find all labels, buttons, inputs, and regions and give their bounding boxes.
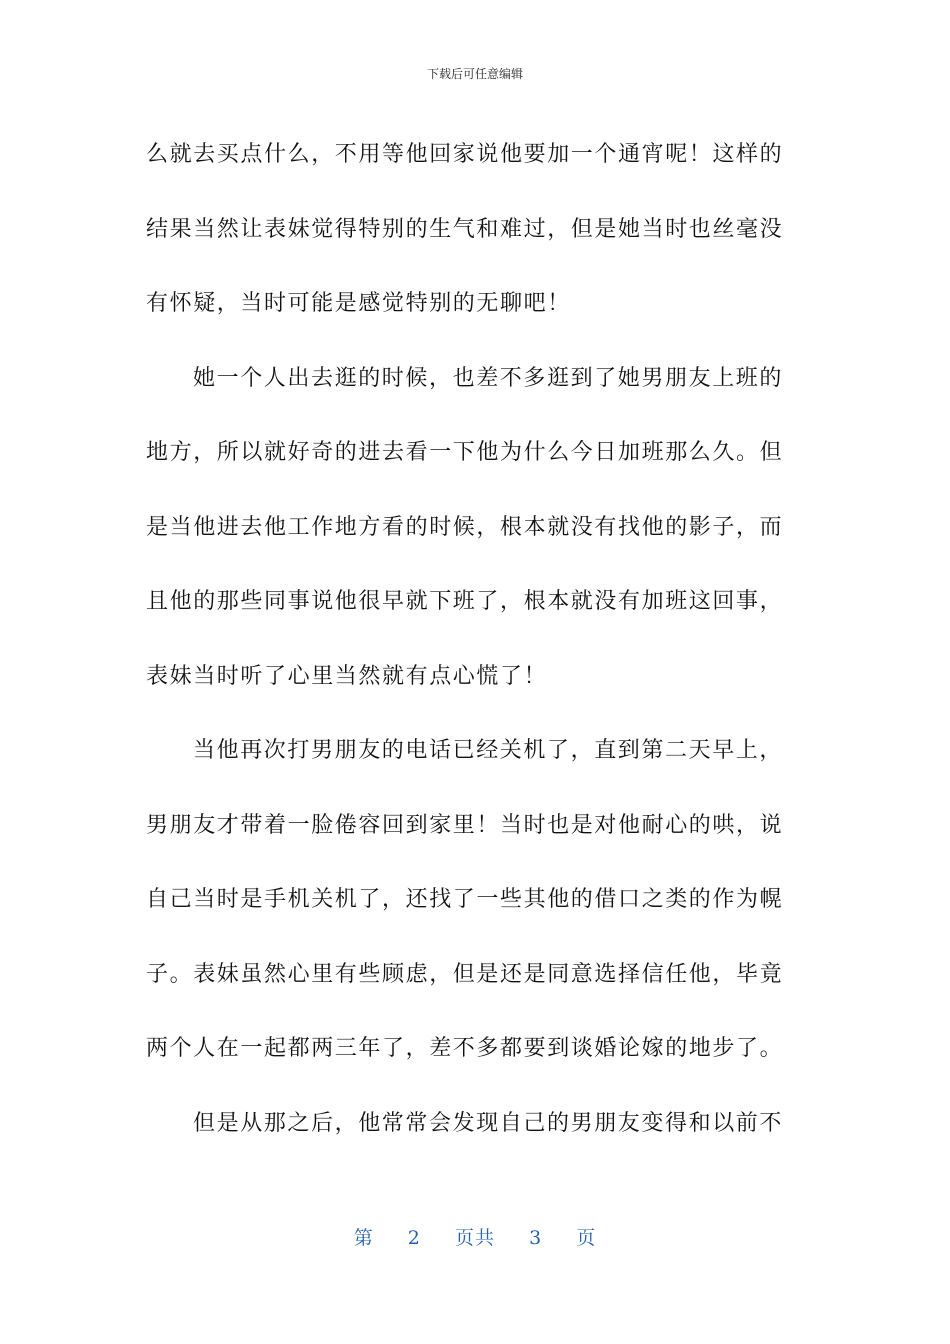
paragraph [146,714,792,1087]
text-line: 当他再次打男朋友的电话已经关机了，直到第二天早上， [193,738,784,763]
paragraph [146,118,792,342]
current-page-number: 2 [407,1227,421,1249]
paragraph [146,1087,792,1162]
end-label: 页 [576,1227,597,1249]
text-line: 且他的那些同事说他很早就下班了，根本就没有加班这回事， [146,589,784,614]
header-text: 下载后可任意编辑 [426,67,523,81]
text-line: 地方，所以就好奇的进去看一下他为什么今日加班那么久。但 [146,440,784,465]
paragraph [146,342,792,715]
text-line: 男朋友才带着一脸倦容回到家里！当时也是对他耐心的哄，说 [146,812,784,838]
page-header [0,66,950,82]
text-line: 她一个人出去逛的时候，也差不多逛到了她男朋友上班的 [193,365,784,391]
page-label: 第 [353,1227,374,1249]
text-line: 自己当时是手机关机了，还找了一些其他的借口之类的作为幌 [146,887,784,912]
text-line: 是当他进去他工作地方看的时候，根本就没有找他的影子，而 [146,514,784,540]
text-line: 子。表妹虽然心里有些顾虑，但是还是同意选择信任他，毕竟 [146,961,784,987]
total-label: 页共 [454,1227,495,1249]
text-line: 表妹当时听了心里当然就有点心慌了！ [146,663,548,689]
text-line: 两个人在一起都两三年了，差不多都要到谈婚论嫁的地步了。 [146,1036,784,1061]
page-footer [0,1226,950,1250]
total-pages-number: 3 [529,1227,543,1249]
text-line: 么就去买点什么，不用等他回家说他要加一个通宵呢！这样的 [146,142,784,167]
text-line: 结果当然让表妹觉得特别的生气和难过，但是她当时也丝毫没 [146,216,784,242]
document-body [146,118,792,1161]
text-line: 但是从那之后，他常常会发现自己的男朋友变得和以前不 [193,1110,784,1136]
text-line: 有怀疑，当时可能是感觉特别的无聊吧！ [146,291,571,316]
